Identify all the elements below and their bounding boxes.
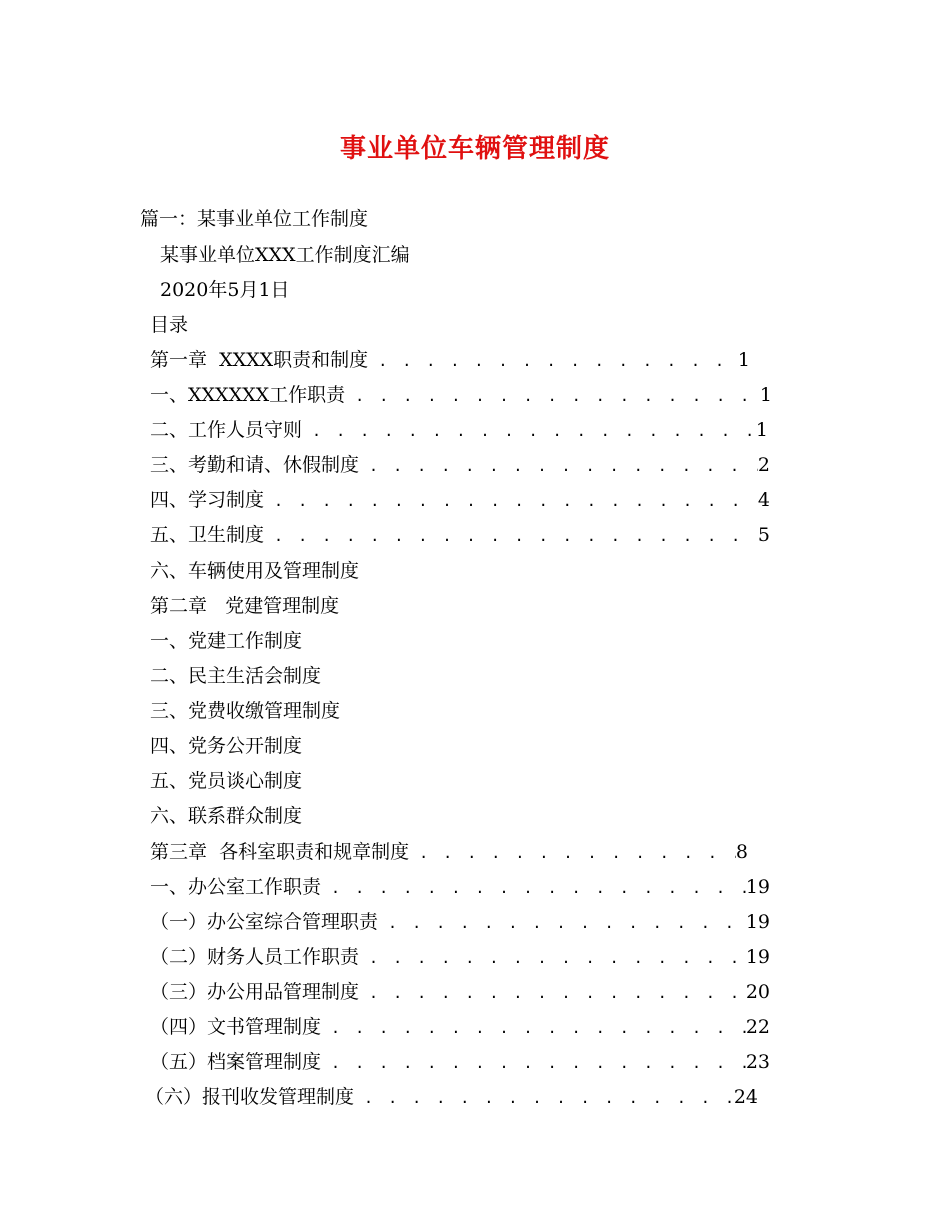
toc-entry-label: 五、党员谈心制度 bbox=[150, 770, 303, 792]
toc-leader-dots bbox=[321, 1049, 746, 1077]
toc-entry bbox=[150, 908, 770, 937]
toc-entry bbox=[150, 943, 770, 972]
toc-entry-page: 19 bbox=[745, 946, 770, 968]
toc-entry-label: 一、办公室工作职责 bbox=[150, 876, 322, 898]
toc-entry bbox=[150, 381, 772, 410]
toc-leader-dots bbox=[321, 1014, 746, 1042]
toc-entry-label: 三、党费收缴管理制度 bbox=[150, 700, 341, 722]
toc-entry bbox=[150, 486, 770, 515]
toc-entry-page: 23 bbox=[745, 1051, 770, 1073]
toc-entry-page: 19 bbox=[745, 911, 770, 933]
toc-entry-page: 19 bbox=[745, 876, 770, 898]
section-heading: 篇一：某事业单位工作制度 bbox=[140, 208, 369, 230]
toc-leader-dots bbox=[378, 909, 746, 937]
toc-entry-label: 二、工作人员守则 bbox=[150, 419, 303, 441]
toc-entry-page: 1 bbox=[759, 384, 772, 406]
toc-entry bbox=[145, 1083, 758, 1112]
toc-entry-label: 第一章 XXXX职责和制度 bbox=[150, 349, 369, 371]
toc-entry-page: 4 bbox=[757, 489, 770, 511]
toc-entry-page: 5 bbox=[757, 524, 770, 546]
toc-entry-page: 22 bbox=[745, 1016, 770, 1038]
toc-leader-dots bbox=[264, 487, 758, 515]
toc-entry bbox=[150, 346, 750, 375]
toc-entry-label: 四、学习制度 bbox=[150, 489, 265, 511]
toc-entry bbox=[150, 1013, 770, 1042]
document-date: 2020年5月1日 bbox=[160, 279, 290, 301]
toc-entry-page: 1 bbox=[737, 349, 750, 371]
toc-entry-label: 二、民主生活会制度 bbox=[150, 665, 322, 687]
toc-leader-dots bbox=[409, 839, 736, 867]
toc-entry-page: 8 bbox=[735, 841, 748, 863]
toc-entry-label: （一）办公室综合管理职责 bbox=[150, 911, 379, 933]
toc-entry bbox=[150, 416, 768, 445]
document-title: 事业单位车辆管理制度 bbox=[339, 134, 610, 164]
document-subtitle: 某事业单位XXX工作制度汇编 bbox=[160, 244, 410, 266]
toc-leader-dots bbox=[264, 522, 758, 550]
toc-entry-label: （四）文书管理制度 bbox=[150, 1016, 322, 1038]
toc-entry bbox=[150, 521, 770, 550]
toc-entry-label: （三）办公用品管理制度 bbox=[150, 981, 360, 1003]
toc-leader-dots bbox=[359, 452, 758, 480]
toc-entry-page: 2 bbox=[757, 454, 770, 476]
toc-heading: 目录 bbox=[150, 314, 189, 336]
toc-entry-label: 第三章 各科室职责和规章制度 bbox=[150, 841, 410, 863]
toc-entry-label: 第二章 党建管理制度 bbox=[150, 595, 340, 617]
toc-entry-label: 六、联系群众制度 bbox=[150, 805, 303, 827]
toc-entry-label: （六）报刊收发管理制度 bbox=[145, 1086, 355, 1108]
toc-entry bbox=[150, 1048, 770, 1077]
toc-leader-dots bbox=[359, 979, 746, 1007]
toc-entry-label: 四、党务公开制度 bbox=[150, 735, 303, 757]
toc-entry-label: （五）档案管理制度 bbox=[150, 1051, 322, 1073]
toc-entry bbox=[150, 978, 770, 1007]
toc-entry bbox=[150, 451, 770, 480]
toc-entry-label: （二）财务人员工作职责 bbox=[150, 946, 360, 968]
toc-leader-dots bbox=[302, 417, 756, 445]
toc-leader-dots bbox=[321, 874, 746, 902]
toc-leader-dots bbox=[359, 944, 746, 972]
toc-entry-label: 一、党建工作制度 bbox=[150, 630, 303, 652]
toc-leader-dots bbox=[345, 382, 760, 410]
toc-entry-label: 六、车辆使用及管理制度 bbox=[150, 560, 360, 582]
toc-entry-page: 24 bbox=[733, 1086, 758, 1108]
toc-entry-label: 三、考勤和请、休假制度 bbox=[150, 454, 360, 476]
toc-entry-page: 20 bbox=[745, 981, 770, 1003]
toc-entry-label: 一、XXXXXX工作职责 bbox=[150, 384, 346, 406]
toc-leader-dots bbox=[368, 347, 738, 375]
toc-leader-dots bbox=[354, 1084, 734, 1112]
toc-entry-page: 1 bbox=[755, 419, 768, 441]
toc-entry-label: 五、卫生制度 bbox=[150, 524, 265, 546]
toc-entry bbox=[150, 838, 748, 867]
toc-entry bbox=[150, 873, 770, 902]
